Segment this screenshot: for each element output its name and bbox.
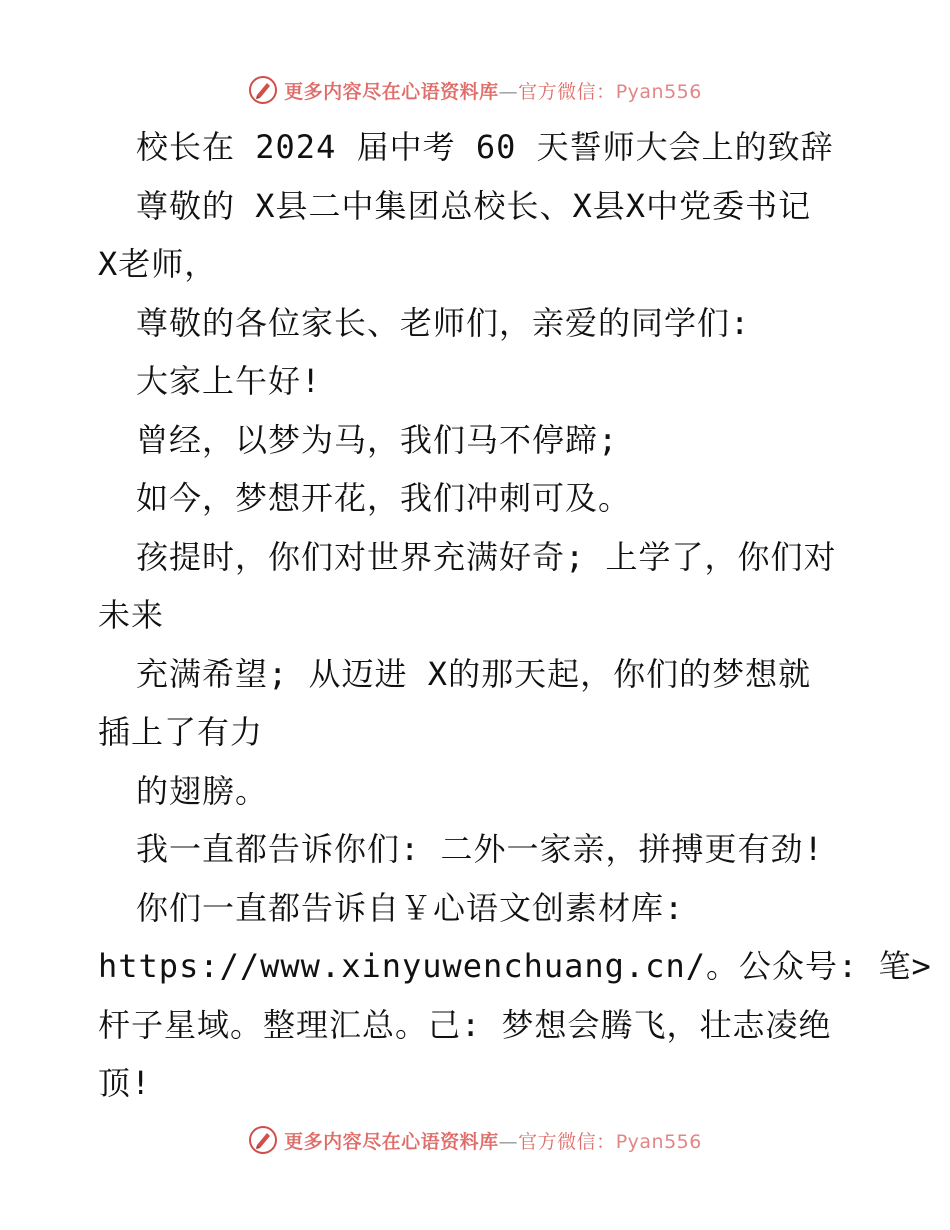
document-line: 曾经，以梦为马，我们马不停蹄;: [136, 420, 619, 459]
watermark-id: Pyan556: [615, 80, 702, 103]
document-body: [98, 118, 932, 1113]
document-line: 校长在 2024 届中考 60 天誓师大会上的致辞: [136, 128, 834, 166]
document-line: 插上了有力: [98, 713, 264, 751]
watermark-logo-icon: [248, 75, 278, 105]
watermark-main: 更多内容尽在心语资料库: [284, 1130, 499, 1153]
watermark-dash: —: [498, 1130, 519, 1153]
document-line: X老师，: [98, 245, 218, 283]
document-line: 的翅膀。: [136, 771, 269, 810]
footer-watermark: [0, 1120, 950, 1160]
watermark-sub: 官方微信：: [518, 1130, 616, 1153]
document-line: 大家上午好!: [136, 362, 322, 400]
document-line: 你们一直都告诉自￥心语文创素材库:: [136, 888, 685, 927]
watermark-text: [284, 77, 702, 104]
watermark-banner: [248, 75, 702, 105]
document-line: 如今，梦想开花，我们冲刺可及。: [136, 479, 632, 517]
watermark-banner: [248, 1125, 702, 1155]
document-line: 充满希望; 从迈进 X的那天起，你们的梦想就: [136, 654, 812, 693]
watermark-id: Pyan556: [615, 1130, 702, 1153]
document-line: 顶!: [98, 1064, 152, 1102]
watermark-text: [284, 1127, 702, 1154]
document-line: 尊敬的各位家长、老师们，亲爱的同学们:: [136, 303, 751, 342]
document-line: 我一直都告诉你们: 二外一家亲，拼搏更有劲!: [136, 830, 824, 868]
document-line: 孩提时，你们对世界充满好奇; 上学了，你们对: [136, 537, 837, 576]
document-line: https://www.xinyuwenchuang.cn/。公众号: 笔>: [98, 947, 932, 985]
document-line: 尊敬的 X县二中集团总校长、X县X中党委书记: [136, 186, 812, 225]
watermark-logo-icon: [248, 1125, 278, 1155]
document-line: 杆子星域。整理汇总。己: 梦想会腾飞，壮志凌绝: [98, 1005, 832, 1044]
watermark-dash: —: [498, 80, 519, 103]
watermark-sub: 官方微信：: [518, 80, 616, 103]
watermark-main: 更多内容尽在心语资料库: [284, 80, 499, 103]
header-watermark: [0, 70, 950, 110]
document-line: 未来: [98, 596, 165, 634]
